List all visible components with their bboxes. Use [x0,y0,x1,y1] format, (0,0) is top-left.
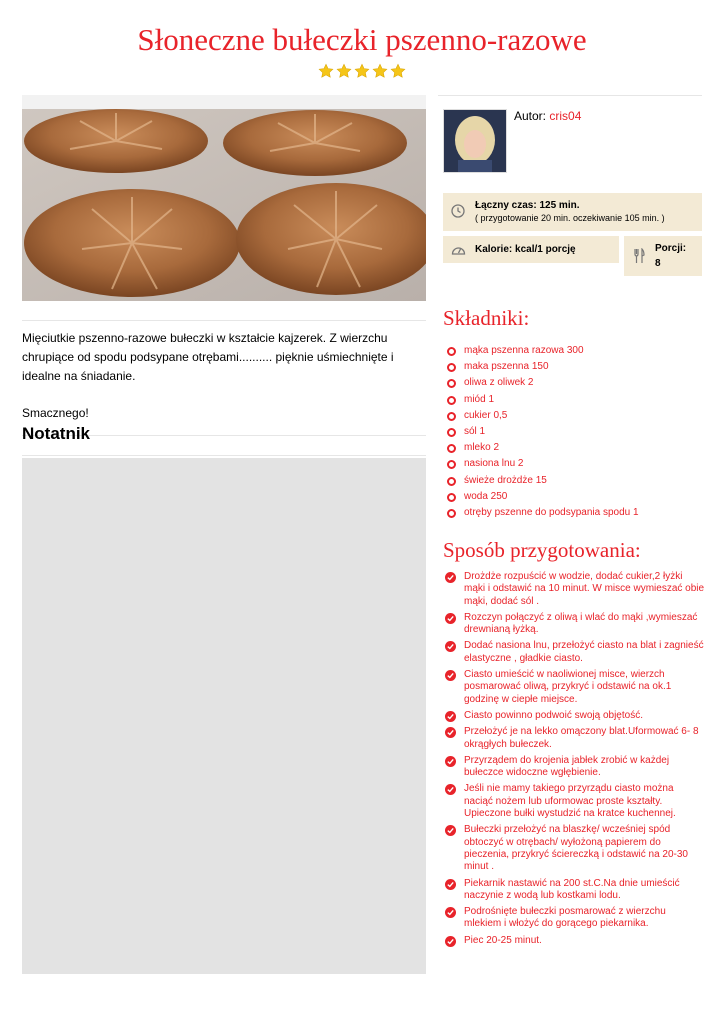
bullet-ring-icon [447,396,456,405]
author-avatar [443,109,507,173]
step-text: Bułeczki przełożyć na blaszkę/ wcześniej spód obtoczyć w otrębach/ wyłożoną papierem do pieczenia, przykryć ściereczką i odstawić na 20-30 minut . [464,824,688,873]
ingredient-item [443,392,705,408]
ingredient-item [443,505,705,521]
servings-box [624,236,702,276]
step-text: Ciasto umieścić w naoliwionej misce, wierzch posmarować oliwą, przykryć i odstawić na ok.1 godzinę w ciepłe miejsce. [464,669,672,705]
time-box [443,193,702,231]
ingredient-text: cukier 0,5 [464,409,508,421]
checkmark-icon [445,727,456,738]
ingredient-item [443,408,705,424]
time-detail: ( przygotowanie 20 min. oczekiwanie 105 min. ) [475,213,665,223]
checkmark-icon [445,784,456,795]
notes-title: Notatnik [22,424,90,443]
step-item [443,710,705,722]
step-item [443,571,705,608]
ingredient-item [443,456,705,472]
step-item [443,783,705,820]
step-item [443,906,705,931]
ingredient-item [443,489,705,505]
bullet-ring-icon [447,363,456,372]
ingredient-text: mąka pszenna razowa 300 [464,345,584,356]
closing-text: Smacznego! [22,406,89,420]
scale-icon [451,242,466,261]
ingredient-item [443,424,705,440]
photo-top-bar [22,95,426,109]
ingredients-list [443,343,705,521]
step-text: Rozczyn połączyć z oliwą i wlać do mąki ,wymieszać drewnianą łyżką. [464,611,698,636]
bullet-ring-icon [447,509,456,518]
checkmark-icon [445,670,456,681]
step-text: Przyrządem do krojenia jabłek zrobić w każdej bułeczce widoczne wgłębienie. [464,754,670,779]
step-text: Jeśli nie mamy takiego przyrządu ciasto można naciąć nożem lub uformowac proste kształty. Upieczone bułki wystudzić na kratce kuchennej. [464,783,676,820]
checkmark-icon [445,936,456,947]
bullet-ring-icon [447,493,456,502]
fork-knife-icon [633,248,645,269]
bullet-ring-icon [447,460,456,469]
checkmark-icon [445,756,456,767]
step-text: Drożdże rozpuścić w wodzie, dodać cukier,2 łyżki mąki i odstawić na 10 minut. W misce wymieszać obie mąki, dodać sól . [464,571,705,607]
bullet-ring-icon [447,379,456,388]
ingredients-title: Składniki: [443,306,530,330]
bullet-ring-icon [447,347,456,356]
steps-list [443,571,705,951]
bullet-ring-icon [447,477,456,486]
checkmark-icon [445,907,456,918]
calories-box [443,236,619,263]
author-line [514,109,581,123]
ingredient-text: otręby pszenne do podsypania spodu 1 [464,507,639,519]
step-item [443,726,705,751]
step-item [443,878,705,903]
author-label: Autor: [514,109,550,123]
bullet-ring-icon [447,444,456,453]
ingredient-text: sól 1 [464,426,486,438]
star-icon [354,63,370,79]
star-icon [318,63,334,79]
step-text: Piec 20-25 minut. [464,934,542,946]
ingredient-text: woda 250 [464,490,508,502]
bullet-ring-icon [447,428,456,437]
checkmark-icon [445,641,456,652]
steps-title: Sposób przygotowania: [443,538,641,562]
ingredient-item [443,473,705,489]
total-time: Łączny czas: 125 min. [475,200,580,211]
ingredient-text: oliwa z oliwek 2 [464,377,534,389]
checkmark-icon [445,572,456,583]
bullet-ring-icon [447,412,456,421]
step-item [443,935,705,947]
step-item [443,669,705,706]
step-text: Dodać nasiona lnu, przełożyć ciasto na blat i zagnieść elastyczne , gładkie ciasto. [464,640,704,664]
recipe-photo [22,109,426,301]
notes-area[interactable] [22,458,426,974]
rating-stars [0,63,724,84]
checkmark-icon [445,613,456,624]
ingredient-item [443,343,705,359]
ingredient-item [443,375,705,391]
step-item [443,640,705,665]
checkmark-icon [445,711,456,722]
step-text: Ciasto powinno podwoić swoją objętość. [464,709,643,721]
step-item [443,824,705,873]
step-item [443,755,705,780]
star-icon [336,63,352,79]
servings-label: Porcji: [655,243,687,254]
clock-icon [451,204,465,223]
description-box [22,320,426,436]
notes-divider [22,455,426,456]
ingredient-text: mleko 2 [464,442,500,454]
ingredient-text: miód 1 [464,393,495,405]
checkmark-icon [445,879,456,890]
checkmark-icon [445,825,456,836]
ingredient-item [443,440,705,456]
step-text: Piekarnik nastawić na 200 st.C.Na dnie umieścić naczynie z wodą lub kostkami lodu. [464,877,680,901]
ingredient-item [443,359,705,375]
recipe-title: Słoneczne bułeczki pszenno-razowe [137,22,587,57]
servings-value: 8 [655,258,661,269]
step-item [443,612,705,637]
step-text: Podrośnięte bułeczki posmarować z wierzchu mlekiem i włożyć do gorącego piekarnika. [464,906,666,930]
step-text: Przełożyć je na lekko omączony blat.Uformować 6- 8 okrągłych bułeczek. [464,726,699,750]
ingredient-text: maka pszenna 150 [464,361,549,373]
ingredient-text: nasiona lnu 2 [464,458,524,470]
calories: Kalorie: kcal/1 porcję [475,244,576,255]
recipe-description: Mięciutkie pszenno-razowe bułeczki w kształcie kajzerek. Z wierzchu chrupiące od spodu podsypane otrębami.......... pięknie uśmiechnięte i idealne na śniadanie. [22,331,394,383]
star-icon [390,63,406,79]
star-icon [372,63,388,79]
right-divider [438,95,702,96]
ingredient-text: świeże drożdże 15 [464,474,547,486]
author-name-link[interactable]: cris04 [549,109,582,123]
